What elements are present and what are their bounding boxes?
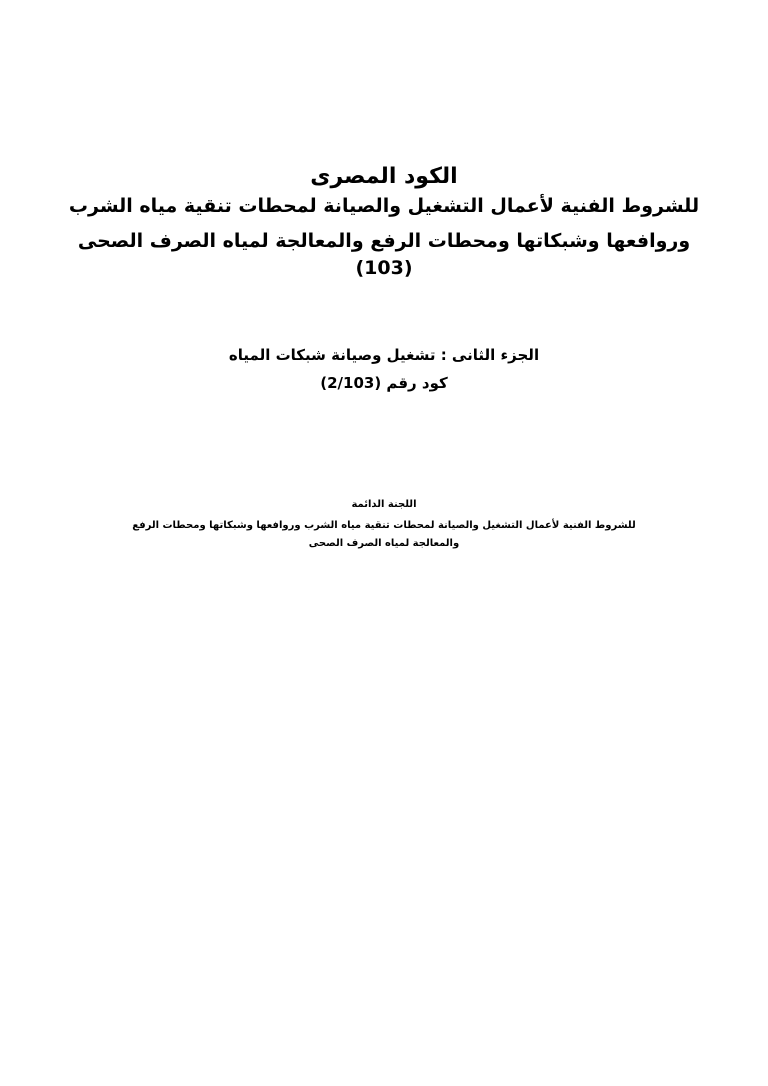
committee-description-line-1: للشروط الفنية لأعمال التشغيل والصيانة لمحطات تنقية مياه الشرب وروافعها وشبكاتها ومحطات الرفع (132, 520, 636, 531)
code-number: (103) (355, 257, 413, 279)
code-title: الكود المصرى (310, 164, 458, 189)
committee-description-line-2: والمعالجة لمياه الصرف الصحى (308, 538, 460, 549)
part-title: الجزء الثانى : تشغيل وصيانة شبكات المياه (228, 346, 540, 364)
code-subtitle-line-2: وروافعها وشبكاتها ومحطات الرفع والمعالجة لمياه الصرف الصحى (77, 230, 691, 252)
part-code-label: كود رقم (2/103) (320, 374, 448, 392)
committee-name: اللجنة الدائمة (351, 499, 417, 510)
code-subtitle-line-1: للشروط الفنية لأعمال التشغيل والصيانة لمحطات تنقية مياه الشرب (68, 195, 700, 217)
